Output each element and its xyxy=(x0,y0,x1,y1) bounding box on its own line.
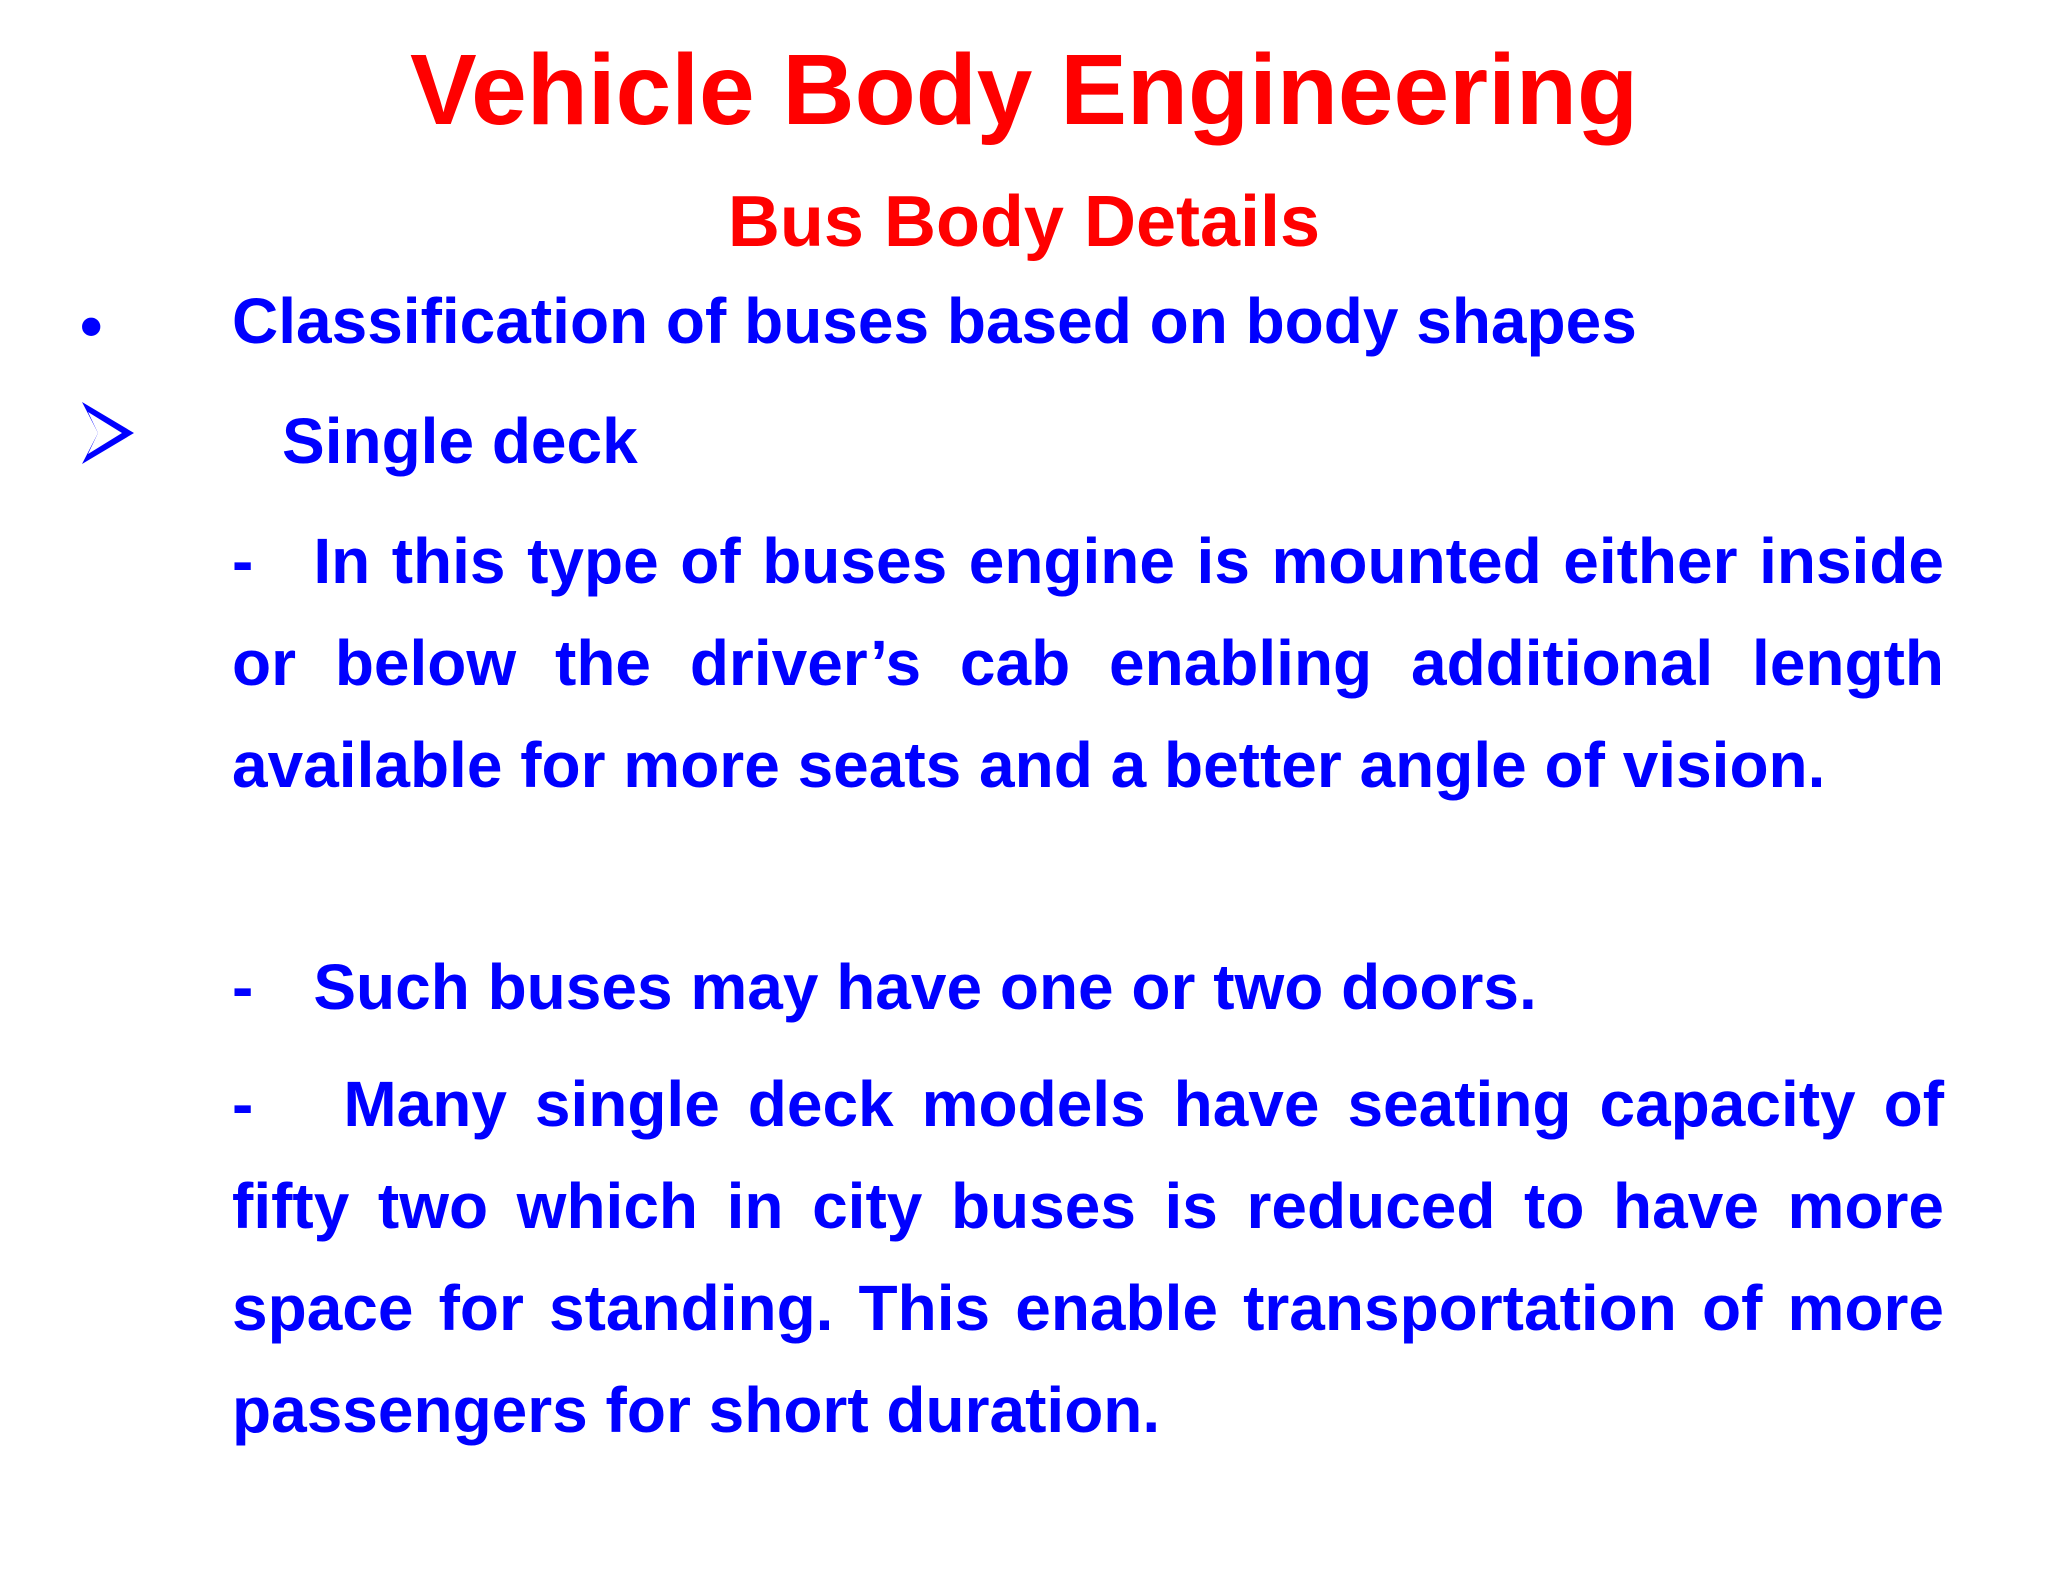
bullet-icon: • xyxy=(80,290,103,362)
classification-heading: Classification of buses based on body shapes xyxy=(232,285,1637,357)
point-3 xyxy=(232,1053,1944,1461)
point-2-dash: - xyxy=(232,951,254,1023)
point-3-dash: - xyxy=(232,1068,254,1140)
point-1-text: In this type of buses engine is mounted either inside or below the driver’s cab enabling additional length available for more seats and a better angle of vision. xyxy=(232,525,1944,801)
point-2 xyxy=(232,936,1944,1038)
slide-title: Vehicle Body Engineering xyxy=(409,34,1639,146)
single-deck-heading: Single deck xyxy=(282,405,638,477)
point-3-text: Many single deck models have seating capacity of fifty two which in city buses is reduced to have more space for standing. This enable transportation of more passengers for short duration. xyxy=(232,1068,1944,1446)
slide-subtitle: Bus Body Details xyxy=(727,182,1321,262)
point-1 xyxy=(232,510,1944,816)
point-1-dash: - xyxy=(232,525,254,597)
right-arrowhead-icon xyxy=(80,400,136,466)
point-2-text: Such buses may have one or two doors. xyxy=(313,951,1537,1023)
